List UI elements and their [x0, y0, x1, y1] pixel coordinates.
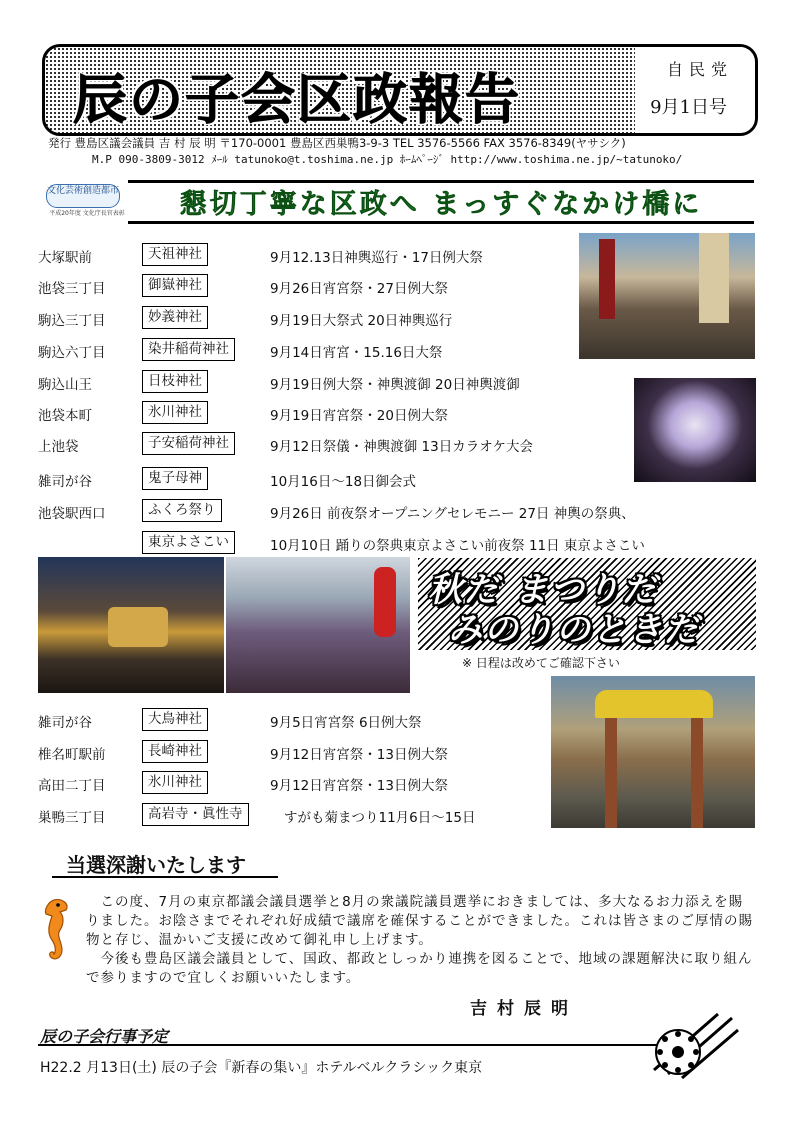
festival-area: 駒込六丁目 [38, 345, 106, 361]
festival-area: 雑司が谷 [38, 474, 92, 490]
festival-area: 雑司が谷 [38, 715, 92, 731]
culture-city-logo [46, 184, 125, 217]
festival-schedule: 9月5日宵宮祭 6日例大祭 [270, 715, 422, 731]
festival-schedule: 9月19日宵宮祭・20日例大祭 [270, 408, 448, 424]
shrine-name: 鬼子母神 [142, 467, 208, 490]
festival-schedule: すがも菊まつり11月6日～15日 [284, 810, 476, 826]
shrine-name: 妙義神社 [142, 306, 208, 329]
autumn-line-2: みのりのときだ [448, 610, 700, 650]
thanks-paragraph-2: 今後も豊島区議会議員として、国政、都政としっかり連携を図ることで、地域の課題解決に取り組んで参りますので宜しくお願いいたします。 [86, 951, 753, 986]
shrine-name: 長崎神社 [142, 740, 208, 763]
festival-schedule: 9月26日 前夜祭オープニングセレモニー 27日 神輿の祭典、 [270, 506, 635, 522]
festival-area: 高田二丁目 [38, 778, 106, 794]
festival-area: 椎名町駅前 [38, 747, 106, 763]
shrine-name: 日枝神社 [142, 370, 208, 393]
shrine-name: 氷川神社 [142, 771, 208, 794]
festival-area: 大塚駅前 [38, 250, 92, 266]
shrine-name: 大鳥神社 [142, 708, 208, 731]
festival-area: 上池袋 [38, 439, 79, 455]
schedule-note: ※ 日程は改めてご確認下さい [462, 656, 620, 670]
publisher-line: 発行 豊島区議会議員 吉 村 辰 明 〒170-0001 豊島区西巣鴨3-9-3 TEL 3576-5566 FAX 3576-8349(ヤサシク) [48, 136, 626, 150]
events-heading: 辰の子会行事予定 [40, 1027, 169, 1046]
shrine-name: 子安稲荷神社 [142, 432, 235, 455]
shrine-name: 御嶽神社 [142, 274, 208, 297]
thanks-underline [52, 876, 278, 878]
shrine-name: 東京よさこい [142, 531, 235, 554]
festival-area: 巣鴨三丁目 [38, 810, 106, 826]
festival-schedule: 9月12日宵宮祭・13日例大祭 [270, 778, 448, 794]
mikoshi-plaza-photo [38, 557, 224, 693]
festival-area: 駒込山王 [38, 377, 92, 393]
shrine-name: 染井稲荷神社 [142, 338, 235, 361]
festival-schedule: 9月12.13日神輿巡行・17日例大祭 [270, 250, 483, 266]
seahorse-icon [40, 896, 74, 964]
autumn-banner [418, 558, 756, 650]
event-item: H22.2 月13日(土) 辰の子会『新春の集い』ホテルベルクラシック東京 [40, 1060, 483, 1076]
festival-schedule: 9月26日宵宮祭・27日例大祭 [270, 281, 448, 297]
festival-schedule: 9月12日祭儀・神輿渡御 13日カラオケ大会 [270, 439, 533, 455]
festival-area: 駒込三丁目 [38, 313, 106, 329]
thanks-heading: 当選深謝いたします [66, 853, 246, 877]
emblem-icon [648, 1004, 742, 1084]
festival-area: 池袋三丁目 [38, 281, 106, 297]
lantern-photo [634, 378, 756, 482]
events-underline [38, 1044, 658, 1046]
festival-area: 池袋本町 [38, 408, 92, 424]
logo-subtext: 平成20年度 文化庁長官表彰 [49, 210, 125, 217]
shrine-name: ふくろ祭り [142, 499, 222, 522]
shrine-name: 天祖神社 [142, 243, 208, 266]
thanks-paragraph-1: この度、7月の東京都議会議員選挙と8月の衆議院議員選挙におきましては、多大なるお力添えを賜りました。お陰さまでそれぞれ好成績で議席を確保することができました。これは皆さまのご厚情の賜物と存じ、温かいご支援に改めて御礼申し上げます。 [86, 894, 753, 948]
festival-area: 池袋駅西口 [38, 506, 106, 522]
yosakoi-dance-photo [226, 557, 410, 693]
chrysanthemum-festival-photo [551, 676, 755, 828]
festival-schedule: 10月16日～18日御会式 [270, 474, 417, 490]
festival-schedule: 9月14日宵宮・15.16日大祭 [270, 345, 443, 361]
slogan: 懇切丁寧な区政へ まっすぐなかけ橋に [179, 189, 703, 220]
masthead [42, 44, 758, 136]
festival-schedule: 10月10日 踊りの祭典東京よさこい前夜祭 11日 東京よさこい [270, 538, 645, 554]
party-name: 自民党 [666, 60, 733, 79]
issue-date: 9月1日号 [650, 97, 727, 118]
logo-text: 文化芸術創造都市 [47, 186, 120, 196]
festival-schedule: 9月12日宵宮祭・13日例大祭 [270, 747, 448, 763]
festival-schedule: 9月19日例大祭・神輿渡御 20日神輿渡御 [270, 377, 520, 393]
newsletter-title: 辰の子会区政報告 [73, 68, 521, 131]
contact-line: M.P 090-3809-3012 ﾒｰﾙ tatunoko@t.toshima.ne.jp ﾎｰﾑﾍﾟｰｼﾞ http://www.toshima.ne.jp/~tatunoko/ [92, 153, 683, 166]
signature-name: 吉村辰明 [470, 999, 578, 1019]
autumn-line-1: 秋だ まつりだ [428, 570, 658, 610]
shrine-name: 氷川神社 [142, 401, 208, 424]
festival-street-photo [579, 233, 755, 359]
festival-schedule: 9月19日大祭式 20日神輿巡行 [270, 313, 453, 329]
shrine-name: 高岩寺・眞性寺 [142, 803, 249, 826]
